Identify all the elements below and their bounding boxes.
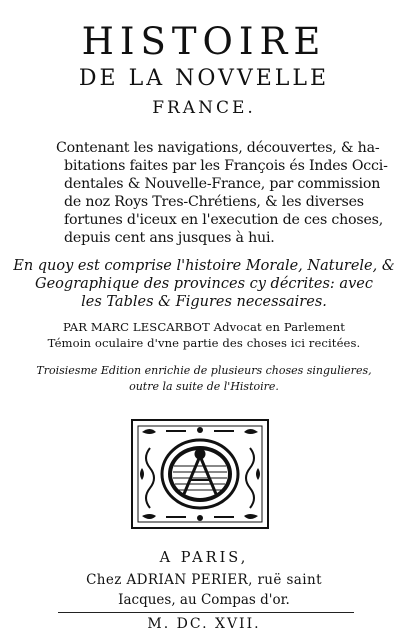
publication-date: M. DC. XVII.: [147, 616, 261, 632]
description-line: Contenant les navigations, découvertes, & ha-: [56, 140, 380, 156]
divider-rule: [58, 612, 354, 613]
witness-line: Témoin oculaire d'vne partie des choses ici recitées.: [47, 336, 361, 350]
printer-device-compass-icon: [130, 418, 270, 530]
description-line: depuis cent ans jusques à hui.: [64, 230, 275, 246]
author-line: PAR MARC LESCARBOT Advocat en Parlement: [62, 320, 346, 334]
description-line: de noz Roys Tres-Chrétiens, & les diverses: [64, 194, 364, 210]
edition-line: outre la suite de l'Histoire.: [129, 380, 279, 393]
title-line-3: FRANCE.: [152, 98, 256, 118]
imprint-city: A PARIS,: [159, 550, 249, 566]
edition-line: Troisiesme Edition enrichie de plusieurs choses singulieres,: [36, 364, 372, 377]
description-line: dentales & Nouvelle-France, par commission: [64, 176, 381, 192]
imprint-printer: Chez ADRIAN PERIER, ruë saint: [86, 572, 322, 588]
subject-line: les Tables & Figures necessaires.: [81, 294, 327, 310]
description-line: fortunes d'iceux en l'execution de ces choses,: [64, 212, 384, 228]
title-line-1: HISTOIRE: [81, 20, 327, 63]
subject-line: En quoy est comprise l'histoire Morale, Naturele, &: [13, 258, 395, 274]
title-line-2: DE LA NOVVELLE: [78, 66, 330, 91]
imprint-sign: Iacques, au Compas d'or.: [118, 592, 290, 608]
description-line: bitations faites par les François és Indes Occi-: [64, 158, 388, 174]
subject-line: Geographique des provinces cy décrites: avec: [35, 276, 373, 292]
